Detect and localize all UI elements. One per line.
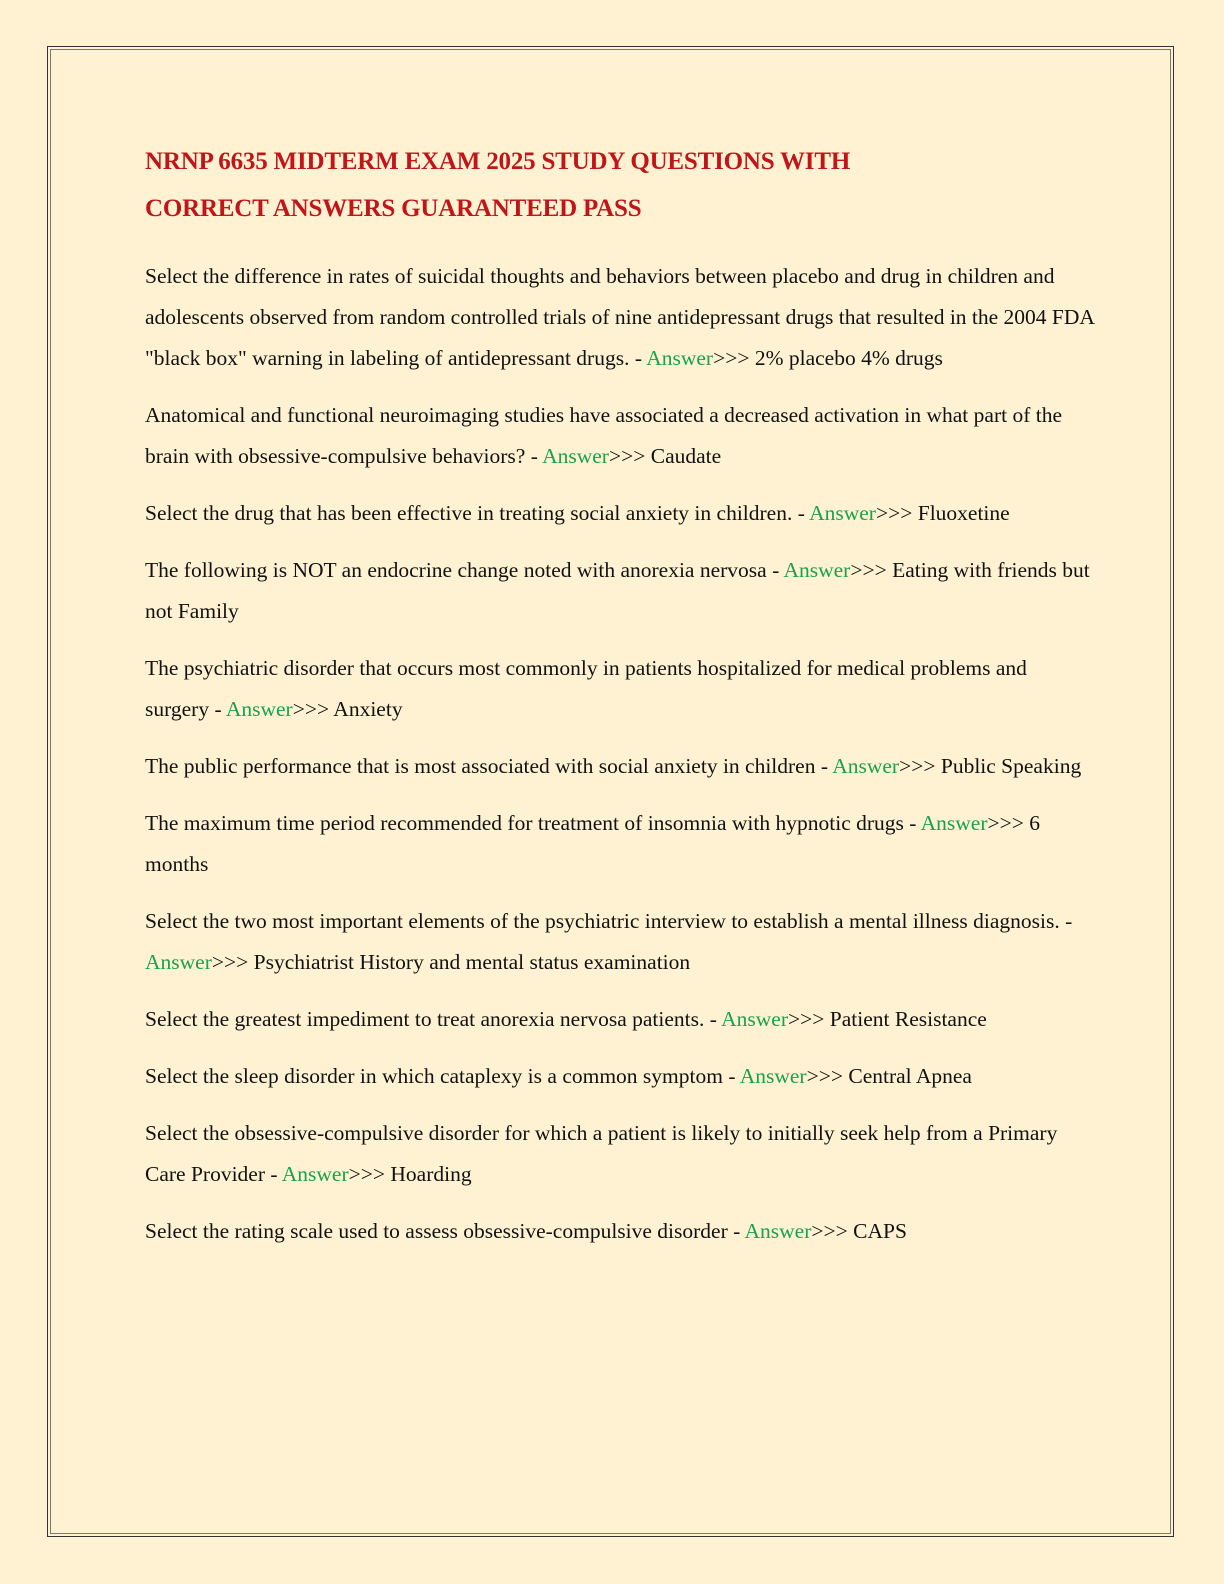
qa-item xyxy=(145,395,1095,477)
answer-text: Eating with friends but not Family xyxy=(145,558,1090,623)
answer-label: Answer xyxy=(809,501,876,525)
qa-item xyxy=(145,803,1095,885)
answer-arrow: >>> xyxy=(788,1007,825,1031)
answer-text: Psychiatrist History and mental status examination xyxy=(253,950,691,974)
separator: - xyxy=(265,1162,282,1186)
qa-item xyxy=(145,746,1095,787)
answer-label: Answer xyxy=(783,558,851,582)
answer-label: Answer xyxy=(920,811,988,835)
separator: - xyxy=(525,444,543,468)
qa-item xyxy=(145,550,1095,632)
answer-label: Answer xyxy=(281,1162,349,1186)
answer-label: Answer xyxy=(646,346,714,370)
answer-arrow: >>> xyxy=(806,1064,843,1088)
qa-item xyxy=(145,256,1095,379)
answer-label: Answer xyxy=(145,950,212,974)
question-text: The public performance that is most associated with social anxiety in children xyxy=(145,754,816,778)
answer-label: Answer xyxy=(225,697,293,721)
answer-text: Central Apnea xyxy=(848,1064,972,1088)
answer-label: Answer xyxy=(739,1064,807,1088)
title-line-1: NRNP 6635 MIDTERM EXAM 2025 STUDY QUESTIONS WITH xyxy=(145,148,851,175)
question-text: Anatomical and functional neuroimaging studies have associated a decreased activation in what part of the brain with obsessive-compulsive behaviors? xyxy=(145,403,1063,468)
answer-label: Answer xyxy=(832,754,900,778)
answer-text: Public Speaking xyxy=(940,754,1082,778)
qa-item xyxy=(145,901,1095,983)
document-content xyxy=(145,138,1095,1268)
question-text: Select the drug that has been effective in treating social anxiety in children. xyxy=(145,501,793,525)
title-line-2: CORRECT ANSWERS GUARANTEED PASS xyxy=(145,195,642,222)
separator: - xyxy=(209,697,226,721)
separator: - xyxy=(766,558,784,582)
separator: - xyxy=(815,754,833,778)
answer-text: Fluoxetine xyxy=(917,501,1010,525)
answer-arrow: >>> xyxy=(292,697,330,721)
qa-list xyxy=(145,256,1095,1252)
question-text: Select the difference in rates of suicidal thoughts and behaviors between placebo and drug in children and adolescents observed from random controlled trials of nine antidepressant drugs that resulted in the 2004 FDA "black box" warning in labeling of antidepressant drugs. xyxy=(145,264,1094,370)
answer-text: Anxiety xyxy=(333,697,403,721)
separator: - xyxy=(629,346,647,370)
answer-arrow: >>> xyxy=(850,558,887,582)
qa-item xyxy=(145,999,1095,1040)
question-text: Select the greatest impediment to treat anorexia nervosa patients. xyxy=(145,1007,705,1031)
answer-text: 2% placebo 4% drugs xyxy=(754,346,943,370)
answer-arrow: >>> xyxy=(811,1219,848,1243)
separator: - xyxy=(903,811,921,835)
separator: - xyxy=(704,1007,722,1031)
qa-item xyxy=(145,1056,1095,1097)
question-text: Select the rating scale used to assess obsessive-compulsive disorder xyxy=(145,1219,728,1243)
answer-text: CAPS xyxy=(853,1219,907,1243)
answer-label: Answer xyxy=(542,444,609,468)
answer-arrow: >>> xyxy=(987,811,1024,835)
qa-item xyxy=(145,493,1095,534)
answer-arrow: >>> xyxy=(713,346,750,370)
answer-text: Hoarding xyxy=(390,1162,472,1186)
answer-arrow: >>> xyxy=(899,754,936,778)
qa-item xyxy=(145,1211,1095,1252)
separator: - xyxy=(1059,909,1073,933)
answer-label: Answer xyxy=(744,1219,812,1243)
question-text: The psychiatric disorder that occurs most commonly in patients hospitalized for medical problems and surgery xyxy=(145,656,1027,721)
separator: - xyxy=(792,501,810,525)
question-text: Select the sleep disorder in which cataplexy is a common symptom xyxy=(145,1064,723,1088)
answer-label: Answer xyxy=(721,1007,788,1031)
question-text: The following is NOT an endocrine change noted with anorexia nervosa xyxy=(145,558,767,582)
separator: - xyxy=(727,1219,745,1243)
qa-item xyxy=(145,648,1095,730)
document-title xyxy=(145,138,1095,232)
answer-arrow: >>> xyxy=(608,444,646,468)
question-text: Select the obsessive-compulsive disorder for which a patient is likely to initially seek help from a Primary Care Provider xyxy=(145,1121,1058,1186)
answer-arrow: >>> xyxy=(875,501,913,525)
answer-text: Caudate xyxy=(650,444,722,468)
answer-arrow: >>> xyxy=(348,1162,386,1186)
question-text: Select the two most important elements of the psychiatric interview to establish a mental illness diagnosis. xyxy=(145,909,1060,933)
qa-item xyxy=(145,1113,1095,1195)
answer-arrow: >>> xyxy=(211,950,249,974)
answer-text: Patient Resistance xyxy=(829,1007,987,1031)
question-text: The maximum time period recommended for treatment of insomnia with hypnotic drugs xyxy=(145,811,904,835)
answer-text: 6 months xyxy=(145,811,1041,876)
separator: - xyxy=(722,1064,740,1088)
